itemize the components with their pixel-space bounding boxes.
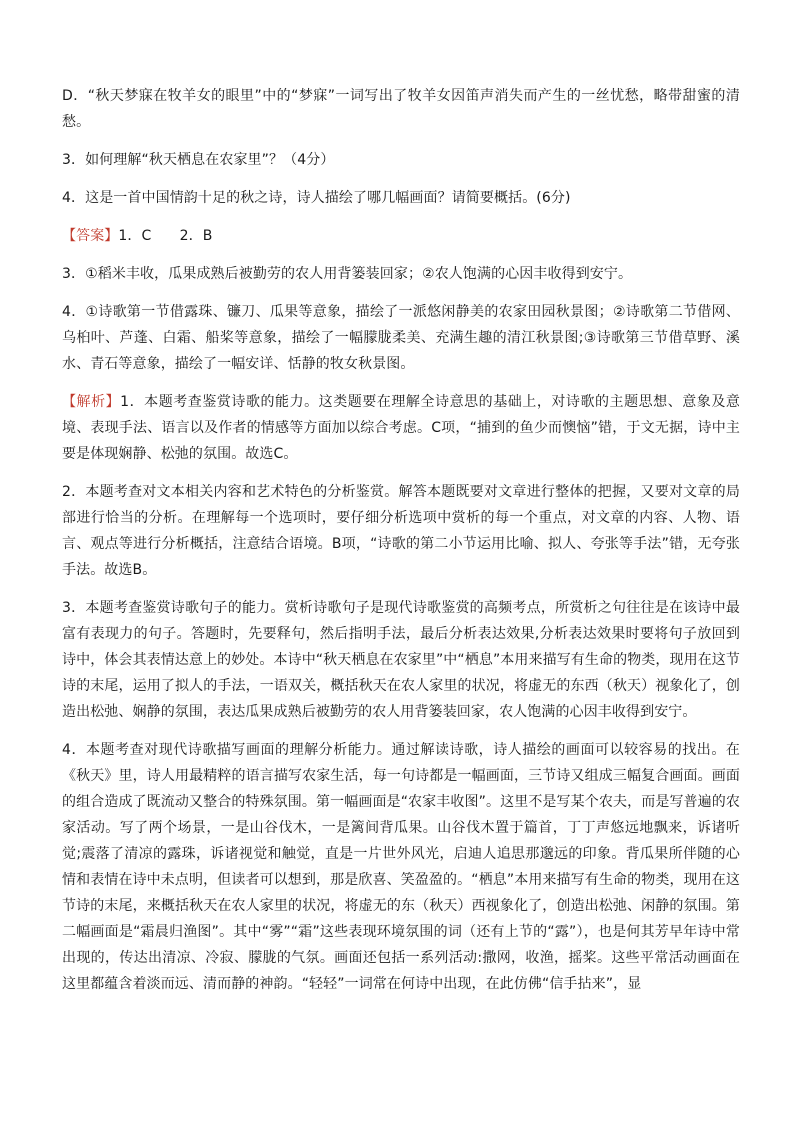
analysis-4-text: 4．本题考查对现代诗歌描写画面的理解分析能力。通过解读诗歌，诗人描绘的画面可以较容易的找出。在《秋天》里，诗人用最精粹的语言描写农家生活，每一句诗都是一幅画面，三节诗又组成三幅复合画面。画面的组合造成了既流动又整合的特殊氛围。第一幅画面是“农家丰收图”。这里不是写某个农夫，而是写普遍的农家活动。写了两个场景，一是山谷伐木，一是篱间背瓜果。山谷伐木置于篇首，丁丁声悠远地飘来，诉诸听觉;震落了清凉的露珠，诉诸视觉和触觉，直是一片世外风光，启迪人追思那邈远的印象。背瓜果所伴随的心情和表情在诗中未点明，但读者可以想到，那是欣喜、笑盈盈的。“栖息”本用来描写有生命的物类，现用在这节诗的末尾，来概括秋天在农人家里的状况，将虚无的东（秋天）西视象化了，创造出松弛、闲静的氛围。第二幅画面是“霜晨归渔图”。其中“雾”“霜”这些表现环境氛围的词（还有上节的“露”），也是何其芳早年诗中常出现的，传达出清凉、冷寂、朦胧的气氛。画面还包括一系列活动:撒网，收渔，摇桨。这些平常活动画面在这里都蕴含着淡而远、清而静的神韵。“轻轻”一词常在何诗中出现，在此仿佛“信手拈来”，显 (62, 742, 740, 992)
analysis-1-paragraph (62, 389, 740, 467)
question-4-text: 4．这是一首中国情韵十足的秋之诗，诗人描绘了哪几幅画面？请简要概括。(6分) (62, 190, 571, 206)
answer-3-text: 3．①稻米丰收，瓜果成熟后被勤劳的农人用背篓装回家；②农人饱满的心因丰收得到安宁。 (62, 266, 633, 282)
analysis-2-text: 2．本题考查对文本相关内容和艺术特色的分析鉴赏。解答本题既要对文章进行整体的把握，又要对文章的局部进行恰当的分析。在理解每一个选项时，要仔细分析选项中赏析的每一个重点，对文章的内容、人物、语言、观点等进行分析概括，注意结合语境。B项，“诗歌的第二小节运用比喻、拟人、夸张等手法”错，无夸张手法。故选B。 (62, 484, 740, 578)
document-page (62, 83, 740, 1009)
answer-4-text: 4．①诗歌第一节借露珠、镰刀、瓜果等意象，描绘了一派悠闲静美的农家田园秋景图；②诗歌第二节借网、乌桕叶、芦蓬、白霜、船桨等意象，描绘了一幅朦胧柔美、充满生趣的清江秋景图;③诗歌第三节借草野、溪水、青石等意象，描绘了一幅安详、恬静的牧女秋景图。 (62, 304, 740, 372)
analysis-tag: 【解析】 (62, 394, 121, 410)
answer-tag: 【答案】 (62, 228, 119, 244)
analysis-1-text: 1．本题考查鉴赏诗歌的能力。这类题要在理解全诗意思的基础上，对诗歌的主题思想、意象及意境、表现手法、语言以及作者的情感等方面加以综合考虑。C项，“捕到的鱼少而懊恼”错，于文无据，诗中主要是体现娴静、松弛的氛围。故选C。 (62, 394, 740, 462)
option-d-text: D．“秋天梦寐在牧羊女的眼里”中的“梦寐”一词写出了牧羊女因笛声消失而产生的一丝忧愁，略带甜蜜的清愁。 (62, 88, 740, 130)
option-d-paragraph (62, 83, 740, 135)
answer-3-paragraph (62, 261, 740, 287)
question-3-paragraph (62, 147, 740, 173)
analysis-3-paragraph (62, 595, 740, 725)
analysis-3-text: 3．本题考查鉴赏诗歌句子的能力。赏析诗歌句子是现代诗歌鉴赏的高频考点，所赏析之句往往是在该诗中最富有表现力的句子。答题时，先要释句，然后指明手法，最后分析表达效果,分析表达效果时要将句子放回到诗中，体会其表情达意上的妙处。本诗中“秋天栖息在农家里”中“栖息”本用来描写有生命的物类，现用在这节诗的末尾，运用了拟人的手法，一语双关，概括秋天在农人家里的状况，将虚无的东西（秋天）视象化了，创造出松弛、娴静的氛围，表达瓜果成熟后被勤劳的农人用背篓装回家，农人饱满的心因丰收得到安宁。 (62, 600, 741, 720)
question-4-paragraph (62, 185, 740, 211)
analysis-2-paragraph (62, 479, 740, 583)
answer-4-paragraph (62, 299, 740, 377)
question-3-text: 3．如何理解“秋天栖息在农家里”？（4分） (62, 152, 335, 168)
analysis-4-paragraph (62, 737, 740, 997)
answer-1-2-paragraph (62, 223, 740, 249)
answer-1-2-text: 1．C 2．B (118, 228, 213, 244)
